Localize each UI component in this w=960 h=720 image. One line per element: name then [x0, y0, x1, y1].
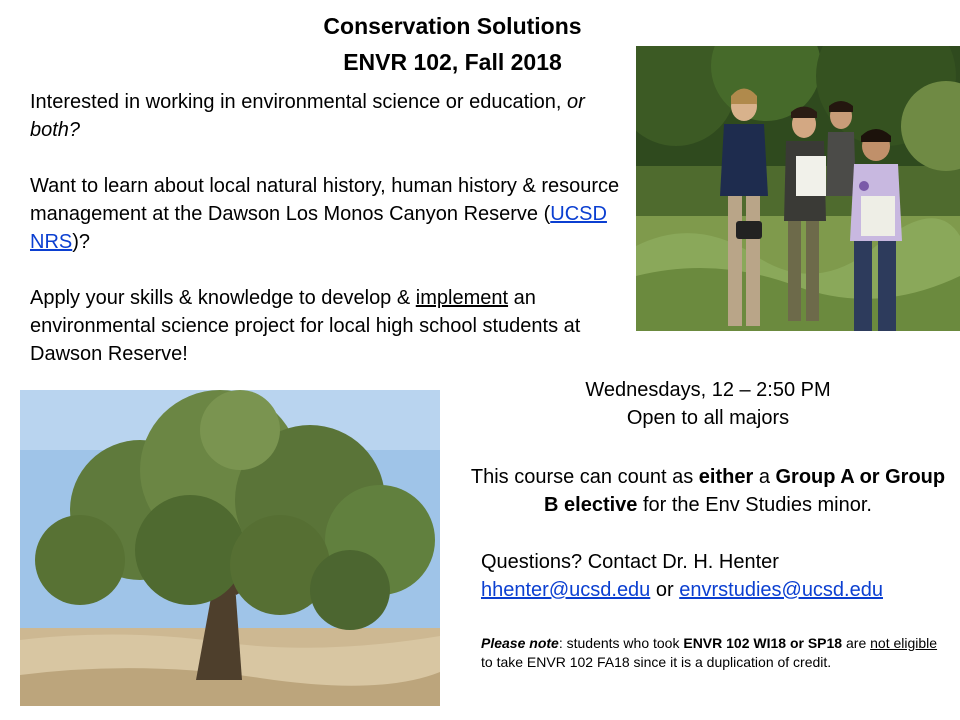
elective-text-1: This course can count as	[470, 466, 694, 488]
intro-apply-end: an environmental science project for local high school students at Dawson Reserve!	[30, 287, 581, 365]
elective-bold-groups: Group A or Group B elective	[544, 466, 946, 516]
elective-bold-either: either	[698, 466, 754, 488]
intro-interest-text: Interested in working in environmental science or education,	[30, 91, 562, 113]
meeting-time: Wednesdays, 12 – 2:50 PM	[585, 379, 831, 401]
title-course-name: Conservation Solutions	[323, 13, 582, 39]
intro-paragraph-interest	[30, 88, 620, 144]
title-course-code: ENVR 102, Fall 2018	[343, 49, 562, 75]
intro-apply-text: Apply your skills & knowledge to develop &	[30, 287, 411, 309]
students-photo	[636, 46, 960, 331]
oak-tree-photo-graphic	[20, 390, 440, 706]
contact-or: or	[655, 579, 674, 601]
note-not-eligible: not eligible	[870, 635, 938, 651]
contact-line: Questions? Contact Dr. H. Henter	[481, 551, 779, 573]
majors-info: Open to all majors	[626, 407, 790, 429]
intro-paragraph-apply	[30, 284, 620, 368]
elective-text-3: for the Env Studies minor.	[642, 494, 872, 516]
contact-emails	[481, 576, 951, 604]
oak-tree-photo	[20, 390, 440, 706]
page-title	[250, 8, 655, 80]
note-label: Please note	[481, 635, 559, 651]
note-bold-terms: ENVR 102 WI18 or SP18	[683, 635, 843, 651]
hhenter-email-link[interactable]: hhenter@ucsd.edu	[481, 579, 651, 601]
intro-learn-text: Want to learn about local natural history, human history & resource management at the Dawson Los Monos Canyon Reserve (	[30, 175, 620, 225]
intro-section	[30, 88, 620, 368]
elective-text-2: a	[758, 466, 770, 488]
students-photo-graphic	[636, 46, 960, 331]
schedule-section	[560, 376, 856, 432]
intro-apply-underlined: implement	[415, 287, 509, 309]
note-text-3: to take ENVR 102 FA18 since it is a duplication of credit.	[481, 654, 832, 670]
note-text-2: are	[846, 635, 867, 651]
ucsd-nrs-link[interactable]: UCSD NRS	[30, 203, 607, 253]
intro-paragraph-learn	[30, 172, 620, 256]
note-text-1: : students who took	[558, 635, 680, 651]
envrstudies-email-link[interactable]: envrstudies@ucsd.edu	[679, 579, 883, 601]
intro-interest-italic: or both?	[30, 91, 585, 141]
contact-section	[481, 548, 951, 604]
intro-learn-end: )?	[72, 231, 91, 253]
eligibility-note	[481, 634, 951, 672]
elective-info	[470, 463, 946, 519]
